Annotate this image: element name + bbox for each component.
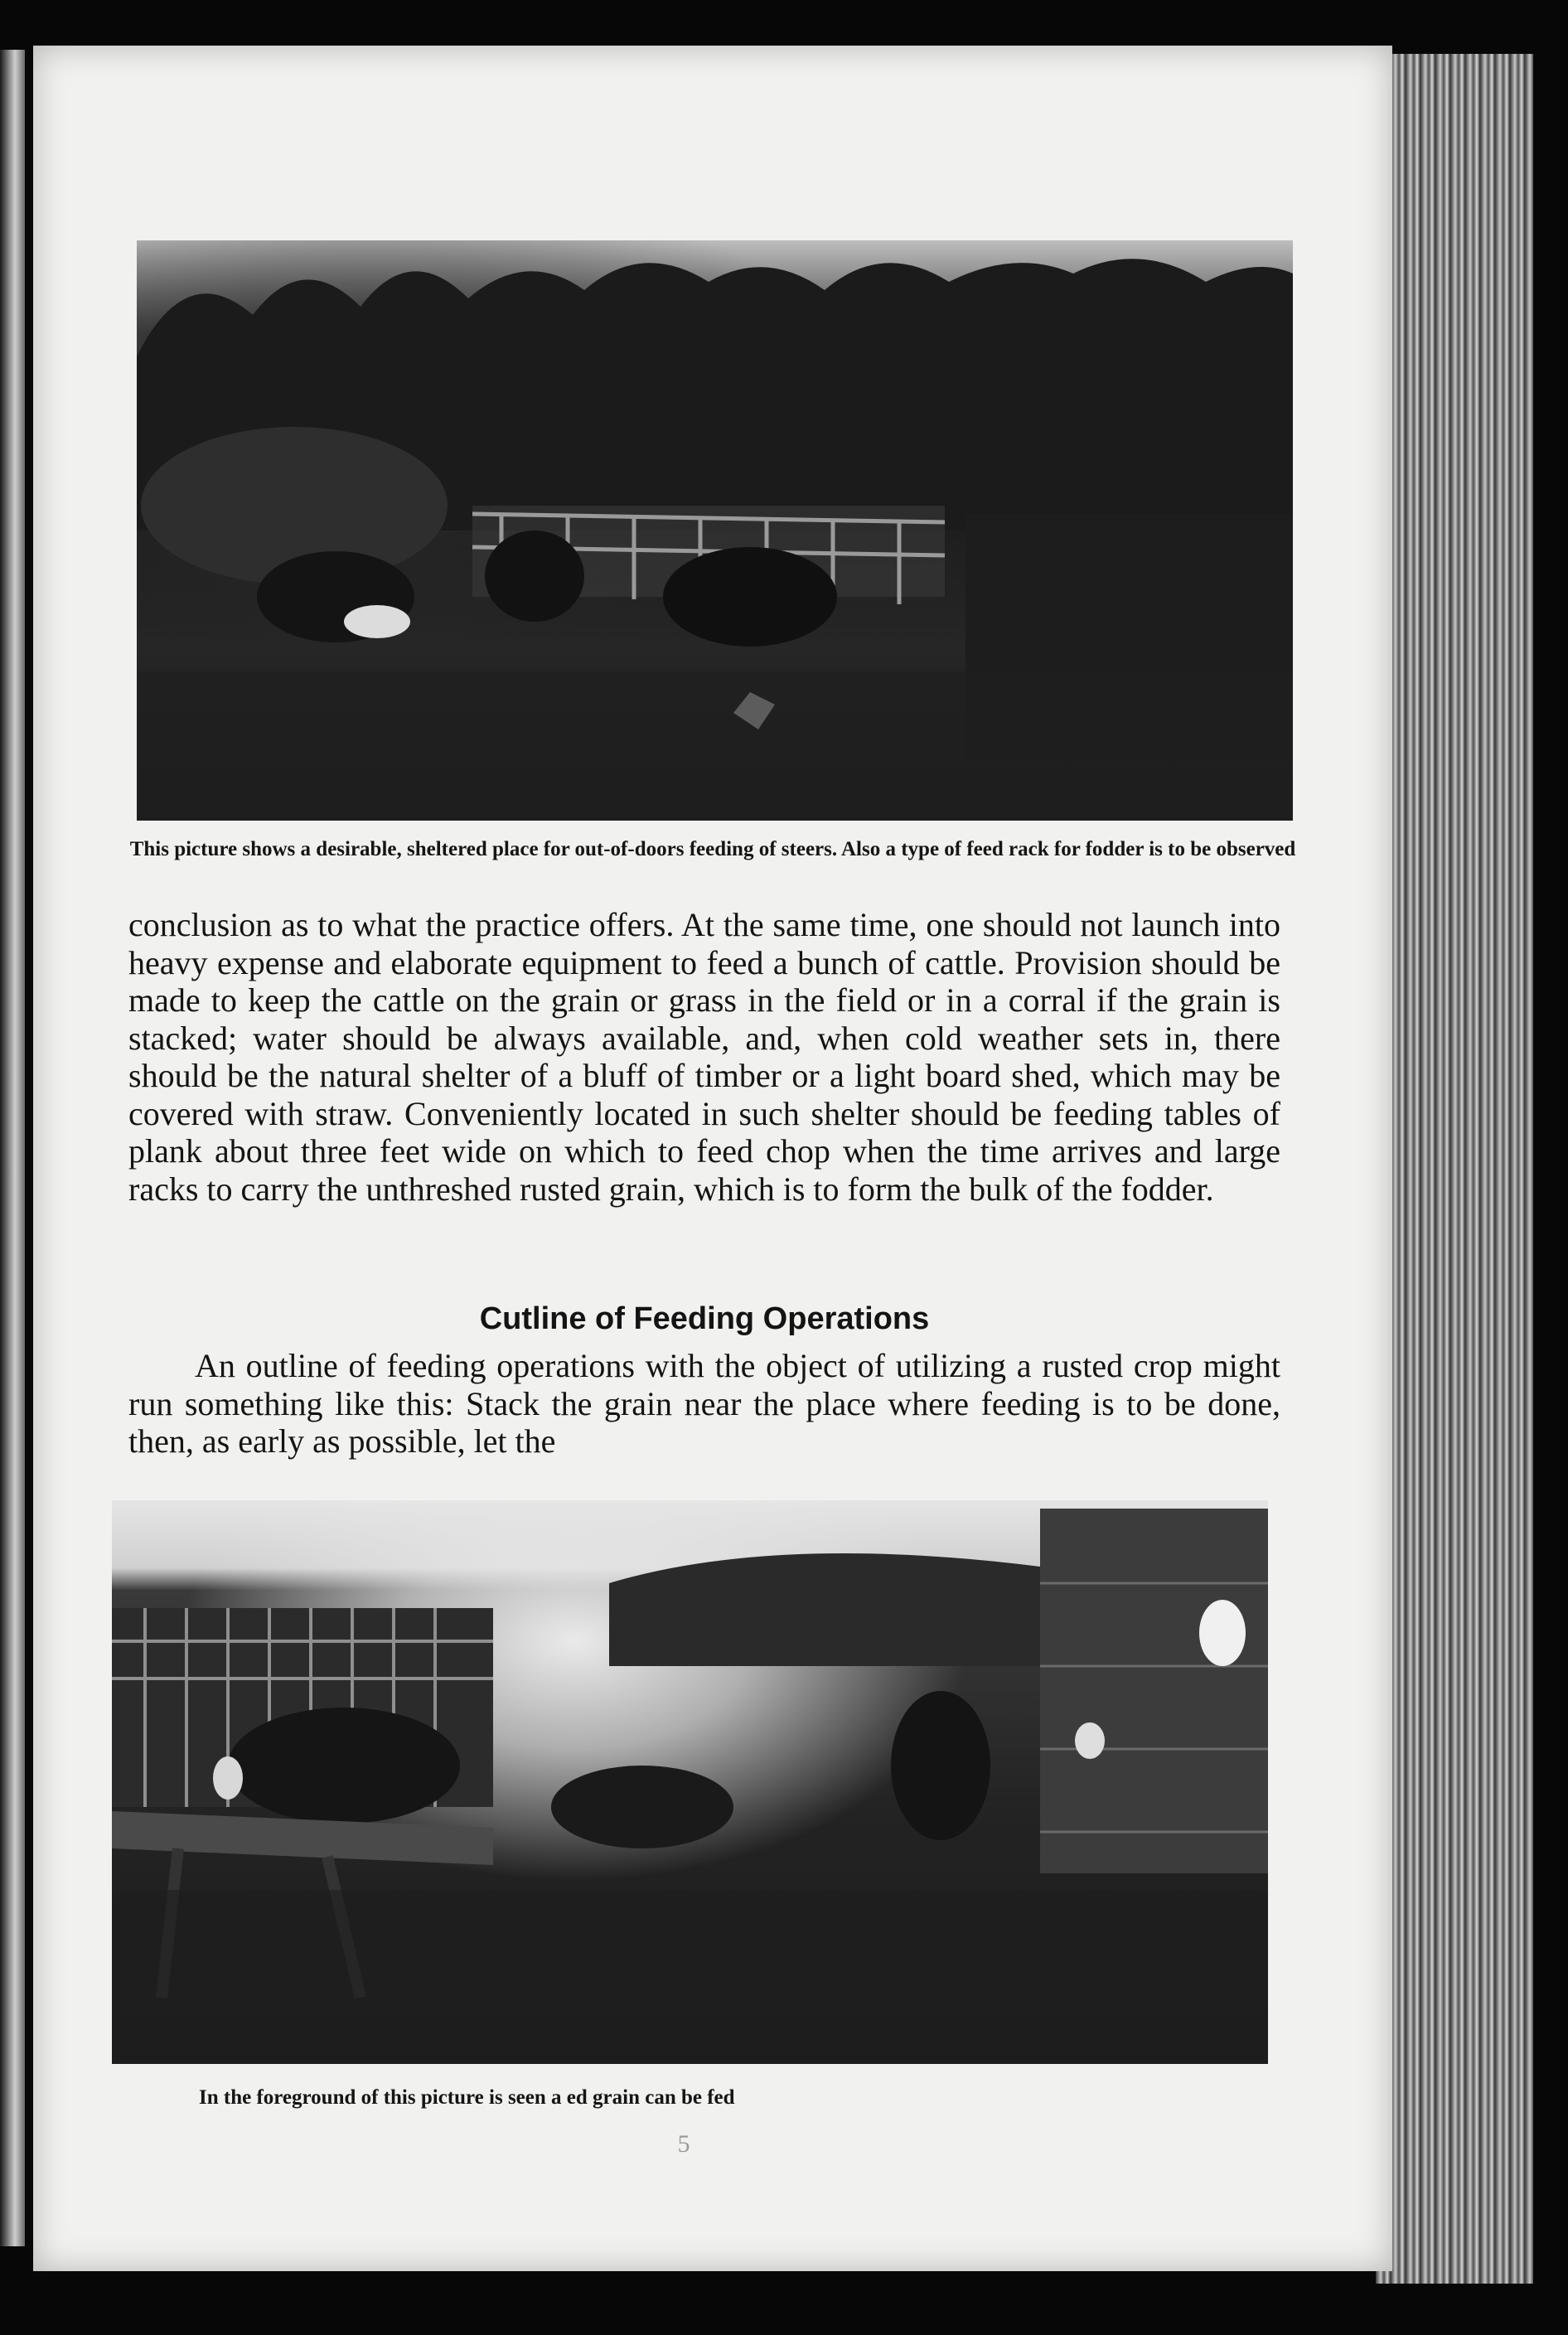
- photo-top-illustration: [137, 240, 1293, 821]
- cattle-feeding-photo-bottom: [112, 1500, 1268, 2064]
- section-heading: Cutline of Feeding Operations: [479, 1301, 930, 1336]
- photo-bottom-illustration: [112, 1500, 1268, 2064]
- body-paragraph-1: conclusion as to what the practice offers. At the same time, one should not launch into heavy expense and elaborate equipment to feed a bunch of cattle. Provision should be made to keep the cattle on the grain or grass in the field or in a corral if the grain is stacked; water should be always available, and, when cold weather sets in, there should be the natural shelter of a bluff of timber or a light board shed, which may be covered with straw. Conveniently located in such shelter should be feeding tables of plank about three feet wide on which to feed chop when the time arrives and large racks to carry the unthreshed rusted grain, which is to form the bulk of the fodder.: [128, 906, 1280, 1208]
- left-book-edge: [0, 50, 25, 2246]
- page-number: 5: [677, 2130, 690, 2158]
- cattle-feeding-photo-top: [137, 240, 1293, 821]
- body-paragraph-2: An outline of feeding operations with the object of utilizing a rusted crop might run something like this: Stack the grain near the place where feeding is to be done, then, as early as possible, let the: [128, 1347, 1280, 1460]
- photo-bottom-caption: In the foreground of this picture is seen a ed grain can be fed: [199, 2086, 735, 2109]
- photo-top-caption: This picture shows a desirable, sheltered place for out-of-doors feeding of steers. Also a type of feed rack for fodder is to be observed: [129, 838, 1296, 860]
- page-stack-edges: [1376, 54, 1533, 2284]
